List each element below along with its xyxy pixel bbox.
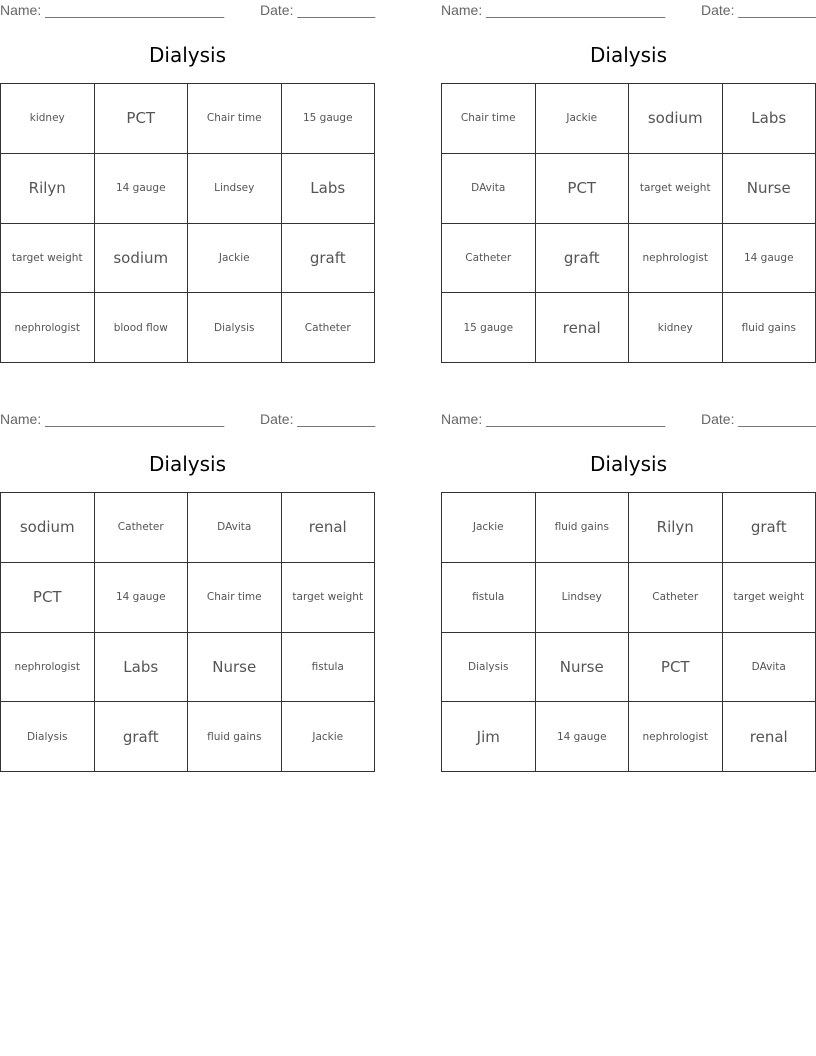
bingo-cell: fistula bbox=[282, 633, 376, 703]
date-field-label: Date: __________ bbox=[701, 2, 816, 18]
bingo-cell: nephrologist bbox=[1, 293, 95, 363]
bingo-cell: renal bbox=[723, 702, 816, 772]
bingo-grid bbox=[441, 83, 816, 363]
bingo-cell: fluid gains bbox=[188, 702, 282, 772]
bingo-cell: target weight bbox=[1, 224, 95, 294]
card-title: Dialysis bbox=[589, 43, 667, 67]
bingo-cell: sodium bbox=[95, 224, 189, 294]
bingo-cell: fistula bbox=[442, 563, 536, 633]
bingo-cell: Jim bbox=[442, 702, 536, 772]
bingo-cell: Dialysis bbox=[1, 702, 95, 772]
bingo-cell: Nurse bbox=[723, 154, 816, 224]
bingo-cell: target weight bbox=[629, 154, 723, 224]
bingo-cell: Nurse bbox=[188, 633, 282, 703]
bingo-cell: Jackie bbox=[536, 84, 630, 154]
bingo-cell: PCT bbox=[95, 84, 189, 154]
name-field-label: Name: _______________________ bbox=[0, 2, 225, 18]
bingo-cell: Rilyn bbox=[1, 154, 95, 224]
bingo-cell: Lindsey bbox=[188, 154, 282, 224]
name-field-label: Name: _______________________ bbox=[0, 411, 225, 427]
bingo-cell: nephrologist bbox=[629, 702, 723, 772]
card-title: Dialysis bbox=[589, 452, 667, 476]
bingo-card-2 bbox=[441, 0, 816, 337]
bingo-cell: nephrologist bbox=[629, 224, 723, 294]
bingo-cell: graft bbox=[95, 702, 189, 772]
bingo-grid bbox=[0, 492, 375, 772]
bingo-cell: Catheter bbox=[282, 293, 376, 363]
bingo-cell: renal bbox=[536, 293, 630, 363]
bingo-cell: Chair time bbox=[188, 563, 282, 633]
bingo-cell: kidney bbox=[1, 84, 95, 154]
bingo-cell: Rilyn bbox=[629, 493, 723, 563]
bingo-cell: Catheter bbox=[95, 493, 189, 563]
bingo-cell: 14 gauge bbox=[95, 154, 189, 224]
bingo-cell: fluid gains bbox=[536, 493, 630, 563]
card-title: Dialysis bbox=[148, 43, 226, 67]
bingo-cell: target weight bbox=[723, 563, 816, 633]
bingo-cell: Jackie bbox=[442, 493, 536, 563]
bingo-cell: 14 gauge bbox=[536, 702, 630, 772]
bingo-cell: Chair time bbox=[188, 84, 282, 154]
bingo-cell: Catheter bbox=[442, 224, 536, 294]
bingo-cell: target weight bbox=[282, 563, 376, 633]
bingo-cell: graft bbox=[723, 493, 816, 563]
bingo-card-1 bbox=[0, 0, 376, 334]
name-field-label: Name: _______________________ bbox=[441, 411, 666, 427]
bingo-cell: sodium bbox=[629, 84, 723, 154]
bingo-cell: graft bbox=[282, 224, 376, 294]
bingo-cell: sodium bbox=[1, 493, 95, 563]
bingo-cell: graft bbox=[536, 224, 630, 294]
bingo-cell: 14 gauge bbox=[723, 224, 816, 294]
bingo-cell: 15 gauge bbox=[442, 293, 536, 363]
date-field-label: Date: __________ bbox=[260, 2, 376, 18]
bingo-cell: PCT bbox=[536, 154, 630, 224]
bingo-cell: Dialysis bbox=[188, 293, 282, 363]
bingo-cell: Nurse bbox=[536, 633, 630, 703]
bingo-cell: blood flow bbox=[95, 293, 189, 363]
bingo-cell: renal bbox=[282, 493, 376, 563]
bingo-cell: nephrologist bbox=[1, 633, 95, 703]
bingo-cell: Labs bbox=[723, 84, 816, 154]
bingo-card-4 bbox=[441, 409, 816, 746]
bingo-cell: PCT bbox=[629, 633, 723, 703]
bingo-cell: fluid gains bbox=[723, 293, 816, 363]
bingo-cell: Lindsey bbox=[536, 563, 630, 633]
bingo-cell: Chair time bbox=[442, 84, 536, 154]
date-field-label: Date: __________ bbox=[260, 411, 376, 427]
bingo-cell: Catheter bbox=[629, 563, 723, 633]
bingo-cell: kidney bbox=[629, 293, 723, 363]
date-field-label: Date: __________ bbox=[701, 411, 816, 427]
bingo-cell: 15 gauge bbox=[282, 84, 376, 154]
card-title: Dialysis bbox=[148, 452, 226, 476]
bingo-cell: DAvita bbox=[188, 493, 282, 563]
bingo-cell: Jackie bbox=[188, 224, 282, 294]
bingo-cell: Jackie bbox=[282, 702, 376, 772]
bingo-grid bbox=[0, 83, 375, 363]
bingo-grid bbox=[441, 492, 816, 772]
bingo-cell: Labs bbox=[95, 633, 189, 703]
name-field-label: Name: _______________________ bbox=[441, 2, 666, 18]
bingo-cell: 14 gauge bbox=[95, 563, 189, 633]
bingo-cell: DAvita bbox=[723, 633, 816, 703]
bingo-cell: Labs bbox=[282, 154, 376, 224]
bingo-cell: Dialysis bbox=[442, 633, 536, 703]
bingo-card-3 bbox=[0, 409, 376, 746]
bingo-cell: PCT bbox=[1, 563, 95, 633]
bingo-cell: DAvita bbox=[442, 154, 536, 224]
